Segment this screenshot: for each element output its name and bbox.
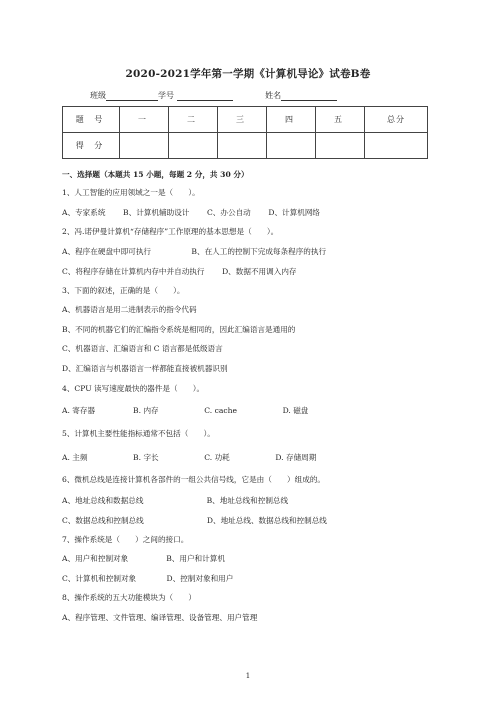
question-line: 7、操作系统是（ ）之间的接口。: [62, 535, 189, 544]
score-cell: 二: [169, 107, 218, 133]
class-blank: [106, 91, 158, 101]
question-line: 4、CPU 读写速度最快的器件是（ ）。: [62, 384, 205, 393]
score-table-score-row: [63, 133, 428, 159]
page-number: 1: [245, 672, 251, 680]
option-line: A、机器语言是用二进制表示的指令代码: [62, 305, 197, 314]
option-line: A、程序管理、文件管理、编译管理、设备管理、用户管理: [62, 613, 258, 622]
score-cell: 总分: [365, 107, 428, 133]
option-line: C、计算机和控制对象 D、控制对象和用户: [62, 574, 234, 583]
option-line: A. 寄存器 B. 内存 C. cache D. 磁盘: [62, 406, 309, 415]
option-line: B、不同的机器它们的汇编指令系统是相同的，因此汇编语言是通用的: [62, 325, 296, 334]
score-cell: [169, 133, 218, 159]
section-heading: 一、选择题（本题共 15 小题，每题 2 分，共 30 分）: [62, 170, 249, 179]
option-line: D、汇编语言与机器语言一样都能直接被机器识别: [62, 364, 228, 373]
score-cell: 四: [267, 107, 316, 133]
option-line: A、地址总线和数据总线 B、地址总线和控制总线: [62, 496, 289, 505]
score-cell: [120, 133, 169, 159]
score-cell: [316, 133, 365, 159]
question-line: 6、微机总线是连接计算机各部件的一组公共信号线，它是由（ ）组成的。: [62, 475, 326, 484]
option-line: C、数据总线和控制总线 D、地址总线、数据总线和控制总线: [62, 516, 327, 525]
score-cell: 得 分: [63, 133, 120, 159]
option-line: C、机器语言、汇编语言和 C 语言都是低级语言: [62, 344, 223, 353]
score-table: [62, 106, 428, 159]
option-line: C、将程序存储在计算机内存中并自动执行 D、数据不用调入内存: [62, 267, 297, 276]
option-line: A. 主频 B. 字长 C. 功耗 D. 存储周期: [62, 453, 317, 462]
student-info-line: [90, 90, 337, 101]
question-line: 2、冯.诺伊曼计算机“存储程序”工作原理的基本思想是（ ）。: [62, 227, 279, 236]
question-line: 1、人工智能的应用领域之一是（ ）。: [62, 188, 200, 197]
class-label: 班级: [90, 91, 106, 100]
score-cell: 一: [120, 107, 169, 133]
question-line: 5、计算机主要性能指标通常不包括（ ）。: [62, 429, 215, 438]
id-blank: [177, 91, 233, 101]
score-cell: [218, 133, 267, 159]
score-table-header-row: [63, 107, 428, 133]
question-line: 3、下面的叙述，正确的是（ ）。: [62, 286, 185, 295]
name-label: 姓名: [265, 91, 282, 100]
id-label: 学号: [158, 91, 174, 100]
score-cell: [365, 133, 428, 159]
option-line: A、程序在硬盘中即可执行 B、在人工的控制下完成每条程序的执行: [62, 247, 327, 256]
exam-title: 2020-2021学年第一学期《计算机导论》试卷B卷: [125, 68, 371, 80]
question-line: 8、操作系统的五大功能模块为（ ）: [62, 593, 196, 602]
score-cell: 题 号: [63, 107, 120, 133]
score-cell: 三: [218, 107, 267, 133]
name-blank: [281, 91, 337, 101]
score-cell: 五: [316, 107, 365, 133]
score-cell: [267, 133, 316, 159]
option-line: A、专家系统 B、计算机辅助设计 C、办公自动 D、计算机网络: [62, 208, 321, 217]
option-line: A、用户和控制对象 B、用户和计算机: [62, 554, 225, 563]
